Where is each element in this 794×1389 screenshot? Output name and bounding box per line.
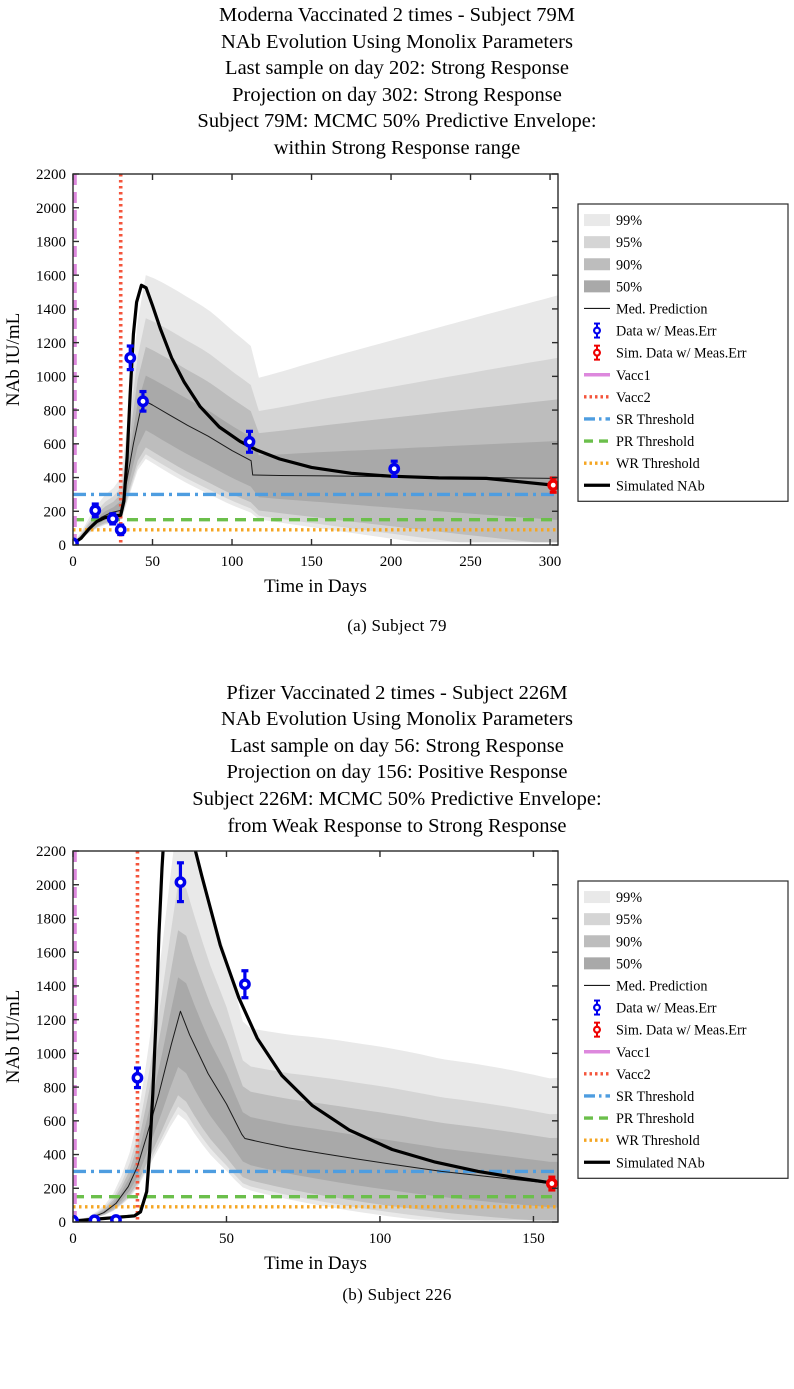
caption-b: (b) Subject 226	[342, 1285, 452, 1305]
legend-label: 99%	[616, 890, 643, 907]
x-axis-label: Time in Days	[264, 575, 367, 597]
y-tick-label: 1400	[36, 301, 66, 318]
plot-area-b	[0, 839, 794, 1275]
y-tick-label: 200	[43, 1181, 66, 1198]
legend-item-sim-data-w-meas-err	[593, 1023, 747, 1039]
title-line: Pfizer Vaccinated 2 times - Subject 226M	[226, 681, 568, 704]
y-tick-label: 400	[43, 470, 66, 487]
legend-label: 50%	[616, 278, 643, 295]
panel-b-title-block	[0, 678, 794, 840]
x-tick-label: 150	[522, 1231, 545, 1248]
x-tick-label: 0	[69, 1231, 77, 1248]
legend-label: PR Threshold	[616, 1111, 695, 1128]
y-tick-label: 1800	[36, 234, 66, 251]
y-tick-label: 1200	[36, 335, 66, 352]
legend-label: Simulated NAb	[616, 477, 705, 494]
legend-label: 90%	[616, 934, 643, 951]
legend-label: Sim. Data w/ Meas.Err	[616, 1022, 747, 1039]
data-point-observed	[89, 1215, 100, 1226]
legend-label: Data w/ Meas.Err	[616, 323, 717, 340]
y-tick-label: 600	[43, 1114, 66, 1131]
legend-label: Data w/ Meas.Err	[616, 1000, 717, 1017]
data-point-observed	[90, 504, 101, 517]
legend-label: 90%	[616, 256, 643, 273]
plot-area-a	[0, 162, 794, 597]
legend-label: Sim. Data w/ Meas.Err	[616, 345, 747, 362]
data-point-observed	[107, 513, 118, 524]
x-tick-label: 150	[300, 553, 323, 570]
data-point-observed	[111, 1215, 122, 1226]
x-tick-label: 50	[218, 1231, 234, 1248]
y-tick-label: 2200	[36, 844, 66, 861]
y-tick-label: 1600	[36, 267, 66, 284]
x-tick-label: 0	[69, 553, 77, 570]
y-tick-label: 1000	[36, 369, 66, 386]
legend-label: Vacc1	[616, 367, 651, 384]
title-line: Projection on day 156: Positive Response	[226, 761, 568, 784]
legend-label: PR Threshold	[616, 433, 695, 450]
legend-label: Vacc2	[616, 1066, 651, 1083]
x-tick-label: 250	[459, 553, 482, 570]
y-tick-label: 1400	[36, 979, 66, 996]
chart-svg-b	[0, 839, 794, 1275]
y-tick-label: 2000	[36, 878, 66, 895]
title-line: Projection on day 302: Strong Response	[232, 83, 562, 106]
y-tick-label: 1600	[36, 945, 66, 962]
y-axis-label: NAb IU/mL	[3, 989, 24, 1084]
title-line: Moderna Vaccinated 2 times - Subject 79M	[218, 4, 575, 26]
title-line: NAb Evolution Using Monolix Parameters	[221, 708, 573, 731]
title-line: Last sample on day 56: Strong Response	[230, 734, 564, 757]
data-point-observed	[239, 971, 250, 998]
x-tick-label: 300	[538, 553, 562, 570]
y-tick-label: 2200	[36, 166, 66, 183]
x-tick-label: 100	[368, 1231, 392, 1248]
x-tick-label: 200	[379, 553, 403, 570]
title-line: Last sample on day 202: Strong Response	[225, 57, 569, 80]
legend-label: SR Threshold	[616, 411, 695, 428]
legend-item-sim-data-w-meas-err	[593, 345, 747, 361]
y-tick-label: 800	[43, 1080, 66, 1097]
legend-label: 99%	[616, 212, 643, 229]
y-tick-label: 600	[43, 436, 66, 453]
x-axis-label: Time in Days	[264, 1253, 367, 1275]
title-line: Subject 79M: MCMC 50% Predictive Envelope:	[197, 110, 597, 133]
legend-label: Vacc1	[616, 1044, 651, 1061]
panel-subject-79	[0, 0, 794, 636]
caption-a: (a) Subject 79	[347, 615, 447, 635]
y-tick-label: 800	[43, 402, 66, 419]
legend-label: Med. Prediction	[616, 301, 708, 318]
panel-subject-226	[0, 678, 794, 1306]
panel-a-title-block	[0, 0, 794, 162]
legend-label: Vacc2	[616, 389, 651, 406]
y-tick-label: 1800	[36, 911, 66, 928]
legend-label: Simulated NAb	[616, 1155, 705, 1172]
legend-label: WR Threshold	[616, 1133, 700, 1150]
legend-label: 95%	[616, 912, 643, 929]
data-point-observed	[132, 1068, 143, 1088]
y-tick-label: 0	[58, 537, 66, 554]
y-tick-label: 1000	[36, 1046, 66, 1063]
title-line: within Strong Response range	[273, 136, 521, 159]
title-line: from Weak Response to Strong Response	[227, 814, 567, 837]
legend-label: SR Threshold	[616, 1089, 695, 1106]
y-tick-label: 2000	[36, 200, 66, 217]
x-tick-label: 50	[145, 553, 161, 570]
title-line: Subject 226M: MCMC 50% Predictive Envelope:	[192, 787, 602, 810]
x-tick-label: 100	[220, 553, 244, 570]
y-tick-label: 1200	[36, 1012, 66, 1029]
legend-label: 50%	[616, 956, 643, 973]
y-axis-label: NAb IU/mL	[3, 312, 24, 406]
legend-label: 95%	[616, 234, 643, 251]
y-tick-label: 200	[43, 504, 66, 521]
title-line: NAb Evolution Using Monolix Parameters	[221, 30, 573, 53]
legend-label: WR Threshold	[616, 455, 700, 472]
y-tick-label: 400	[43, 1147, 66, 1164]
chart-svg-a	[0, 162, 794, 597]
data-point-observed	[115, 524, 126, 535]
legend-label: Med. Prediction	[616, 978, 708, 995]
y-tick-label: 0	[58, 1215, 66, 1232]
